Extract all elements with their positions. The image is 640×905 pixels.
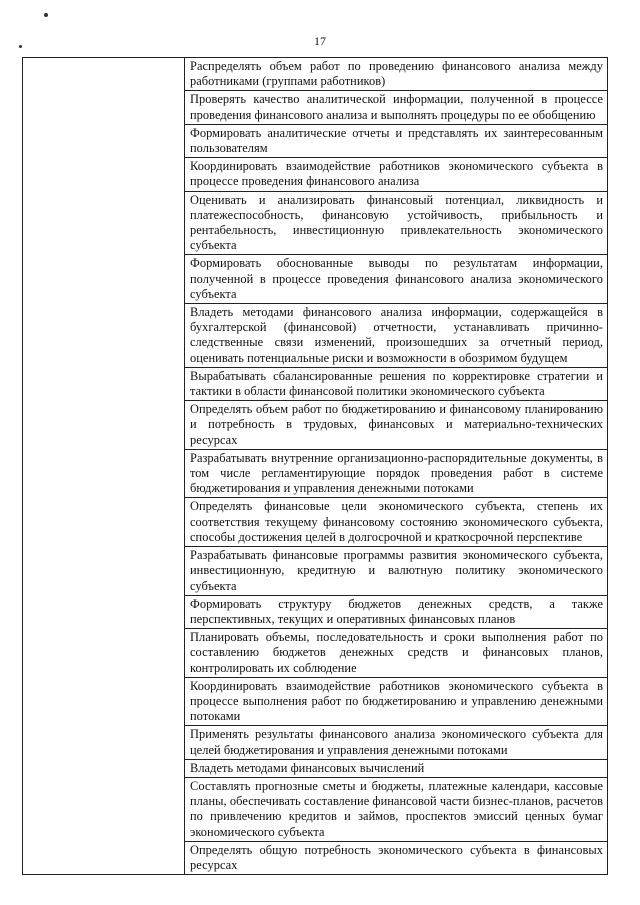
scan-speck [19, 45, 22, 48]
duty-cell [185, 629, 608, 678]
duty-cell [185, 677, 608, 726]
duty-text: Владеть методами финансовых вычислений [190, 760, 425, 775]
duty-cell [185, 777, 608, 841]
skills-table [22, 57, 608, 875]
duty-text: Определять общую потребность экономического субъекта в финансовых ресурсах [190, 842, 603, 872]
duty-text: Применять результаты финансового анализа экономического субъекта для целей бюджетирования и управления денежными потоками [190, 727, 603, 757]
duty-text: Составлять прогнозные сметы и бюджеты, платежные календари, кассовые планы, обеспечивать составление финансовой части бизнес-планов, расчетов по привлечению кредитов и займов, проспектов эмиссий ценных бумаг экономического субъекта [190, 778, 603, 839]
duty-cell [185, 367, 608, 400]
duty-text: Распределять объем работ по проведению финансового анализа между работниками (группами работников) [190, 59, 603, 89]
duty-cell [185, 255, 608, 304]
duty-text: Формировать структуру бюджетов денежных средств, а также перспективных, текущих и оперативных финансовых планов [190, 596, 603, 626]
duty-text: Проверять качество аналитической информации, полученной в процессе проведения финансового анализа и выполнять процедуры по ее обобщению [190, 92, 603, 122]
duty-text: Разрабатывать финансовые программы развития экономического субъекта, инвестиционную, кредитную и валютную политику экономического субъекта [190, 548, 603, 593]
duty-cell [185, 449, 608, 498]
duty-cell [185, 498, 608, 547]
duty-cell [185, 124, 608, 157]
scan-speck [44, 13, 48, 17]
duty-text: Вырабатывать сбалансированные решения по корректировке стратегии и тактики в области финансовой политики экономического субъекта [190, 368, 603, 399]
duty-text: Формировать аналитические отчеты и представлять их заинтересованным пользователям [190, 125, 603, 156]
duty-text: Определять объем работ по бюджетированию и финансовому планированию и потребность в трудовых, финансовых и материально-технических ресурсах [190, 402, 603, 447]
duty-cell [185, 304, 608, 368]
duty-text: Определять финансовые цели экономического субъекта, степень их соответствия текущему финансовому состоянию экономического субъекта, способы достижения целей в долгосрочной и краткосрочной перспективе [190, 499, 603, 544]
duty-text: Планировать объемы, последовательность и сроки выполнения работ по составлению бюджетов денежных средств и финансовых планов, контролировать их соблюдение [190, 630, 603, 675]
duty-text: Владеть методами финансового анализа информации, содержащейся в бухгалтерской (финансовой) отчетности, устанавливать причинно-следственные связи изменений, произошедших за отчетный период, оценивать потенциальные риски и возможности в обозримом будущем [190, 305, 603, 365]
duty-cell [185, 158, 608, 191]
duty-cell [185, 91, 608, 124]
duty-text: Координировать взаимодействие работников экономического субъекта в процессе выполнения работ по бюджетированию и управлению денежными потоками [190, 678, 603, 724]
duty-cell [185, 595, 608, 628]
duty-cell [185, 841, 608, 874]
duty-text: Формировать обоснованные выводы по результатам информации, полученной в процессе проведения финансового анализа экономического субъекта [190, 256, 603, 301]
duty-cell [185, 401, 608, 450]
duty-text: Разрабатывать внутренние организационно-распорядительные документы, в том числе регламентирующие порядок проведения работ в системе бюджетирования и управления денежными потоками [190, 450, 603, 496]
duty-text: Оценивать и анализировать финансовый потенциал, ликвидность и платежеспособность, финансовую устойчивость, прибыльность и рентабельность, инвестиционную привлекательность экономического субъекта [190, 192, 603, 253]
row-header-cell [23, 58, 185, 875]
table-row [23, 58, 608, 91]
page-number: 17 [314, 34, 326, 48]
duty-cell [185, 58, 608, 91]
duty-cell [185, 726, 608, 759]
duty-text: Координировать взаимодействие работников экономического субъекта в процессе проведения финансового анализа [190, 159, 603, 189]
duty-cell [185, 191, 608, 255]
duty-cell [185, 547, 608, 596]
duty-cell [185, 759, 608, 777]
